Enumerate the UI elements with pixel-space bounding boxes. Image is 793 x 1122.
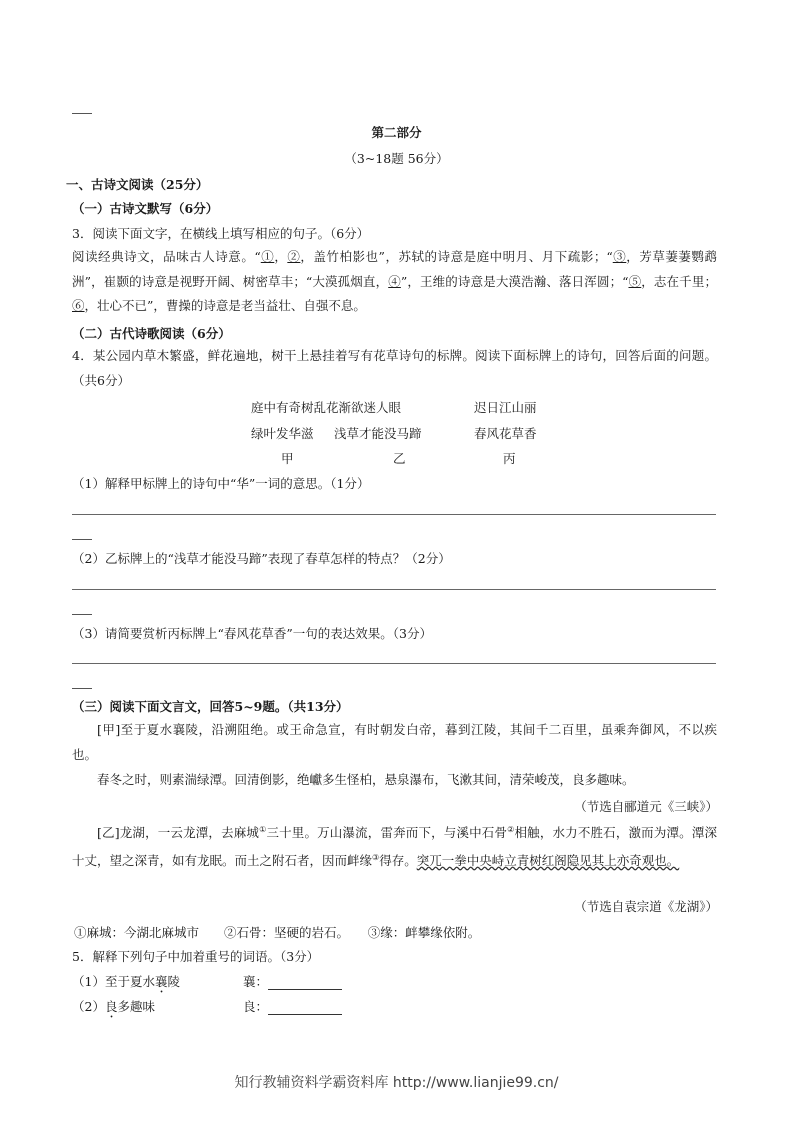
- subsection-classical-prose: （三）阅读下面文言文，回答5~9题。（共13分）: [72, 699, 349, 714]
- blank-4[interactable]: ④: [388, 273, 401, 289]
- passage-a-source: （节选自郦道元《三峡》）: [574, 799, 718, 814]
- note-ref-2: ②: [507, 825, 515, 834]
- answer-line-1-tail: [72, 539, 92, 540]
- subsection-dictation: （一）古诗文默写（6分）: [72, 201, 219, 216]
- answer-line-3[interactable]: [72, 663, 716, 664]
- header-rule: [72, 113, 92, 114]
- answer-blank-1[interactable]: [268, 977, 342, 990]
- answer-blank-2[interactable]: [268, 1002, 342, 1015]
- blank-6[interactable]: ⑥: [72, 298, 85, 314]
- blank-2[interactable]: ②: [287, 249, 301, 264]
- sign-label-yi: 乙: [393, 451, 406, 466]
- note-ref-3: ③: [372, 852, 380, 862]
- sign-a-line2: 绿叶发华滋: [251, 426, 314, 441]
- q5-item1: （1）至于夏水襄陵: [72, 974, 180, 989]
- q5-prompt: 5．解释下列句子中加着重号的词语。（3分）: [72, 949, 320, 964]
- part-title: 第二部分: [371, 125, 422, 140]
- sign-c-line1: 迟日江山丽: [474, 400, 537, 415]
- blank-3[interactable]: ③: [612, 249, 627, 264]
- subsection-poetry-reading: （二）古代诗歌阅读（6分）: [72, 326, 231, 341]
- q5-item2-answer: 良：: [243, 999, 342, 1015]
- sign-a-line1: 庭中有奇树乱花渐欲迷人眼: [251, 400, 402, 415]
- q4-prompt: 4．某公园内草木繁盛，鲜花遍地，树干上悬挂着写有花草诗句的标牌。阅读下面标牌上的诗句，回答后面的问题。（共6分）: [72, 348, 717, 388]
- part-subtitle: （3~18题 56分）: [344, 151, 449, 166]
- footer-watermark: 知行教辅资料学霸资料库 http://www.lianjie99.cn/: [234, 1075, 559, 1091]
- q3-body: 阅读经典诗文，品味古人诗意。“①，②，盖竹柏影也”，苏轼的诗意是庭中明月、月下疏影；“③，芳草萋萋鹦鹉洲”，崔颢的诗意是视野开阔、树密草丰；“大漠孤烟直，④”，王维的诗意是大漠浩瀚、落日浑圆；“⑤，志在千里；⑥，壮心不已”，曹操的诗意是老当益壮、自强不息。: [72, 249, 717, 314]
- passage-a-p2: 春冬之时，则素湍绿潭。回清倒影，绝巘多生怪柏，悬泉瀑布，飞漱其间，清荣峻茂，良多趣味。: [97, 772, 635, 787]
- sign-label-bing: 丙: [503, 451, 516, 466]
- footnotes: ①麻城：今湖北麻城市 ②石骨：坚硬的岩石。 ③缘：衅攀缘依附。: [74, 925, 481, 940]
- note-ref-1: ①: [259, 825, 267, 834]
- q4-sub3: （3）请简要赏析丙标牌上“春风花草香”一句的表达效果。（3分）: [72, 626, 432, 641]
- answer-line-2[interactable]: [72, 589, 716, 590]
- emphasis-word-2: 良: [104, 999, 118, 1014]
- answer-line-2-tail: [72, 614, 92, 615]
- sign-c-line2: 春风花草香: [474, 426, 537, 441]
- blank-5[interactable]: ⑤: [628, 273, 642, 289]
- sign-label-jia: 甲: [281, 451, 294, 466]
- sign-b-line2: 浅草才能没马蹄: [334, 426, 422, 441]
- passage-b: [乙]龙湖，一云龙潭，去麻城①三十里。万山瀑流，雷奔而下，与溪中石骨②相触，水力不胜石，激而为潭。潭深十丈，望之深青，如有龙眠。而土之附石者，因而衅缘③得存。突兀一拳中央峙立青树红阁隐见其上亦奇观也。: [72, 825, 717, 868]
- q4-sub2: （2）乙标牌上的“浅草才能没马蹄”表现了春草怎样的特点？（2分）: [72, 551, 451, 566]
- passage-b-source: （节选自袁宗道《龙湖》）: [574, 899, 718, 914]
- passage-a-p1: [甲]至于夏水襄陵，沿溯阻绝。或王命急宣，有时朝发白帝，暮到江陵，其间千二百里，虽乘奔御风，不以疾也。: [72, 722, 717, 762]
- wavy-underlined-sentence: 突兀一拳中央峙立青树红阁隐见其上亦奇观也。: [416, 852, 680, 868]
- q4-sub1: （1）解释甲标牌上的诗句中“华”一词的意思。（1分）: [72, 476, 370, 491]
- answer-line-3-tail: [72, 688, 92, 689]
- q3-prompt: 3．阅读下面文字，在横线上填写相应的句子。（6分）: [72, 226, 370, 241]
- emphasis-word-1: 襄: [154, 974, 168, 989]
- q5-item2: （2）良多趣味: [72, 999, 155, 1014]
- q5-item1-answer: 襄：: [243, 974, 342, 990]
- section-ancient-poetry: 一、古诗文阅读（25分）: [66, 177, 209, 192]
- answer-line-1[interactable]: [72, 514, 716, 515]
- blank-1[interactable]: ①: [260, 249, 275, 264]
